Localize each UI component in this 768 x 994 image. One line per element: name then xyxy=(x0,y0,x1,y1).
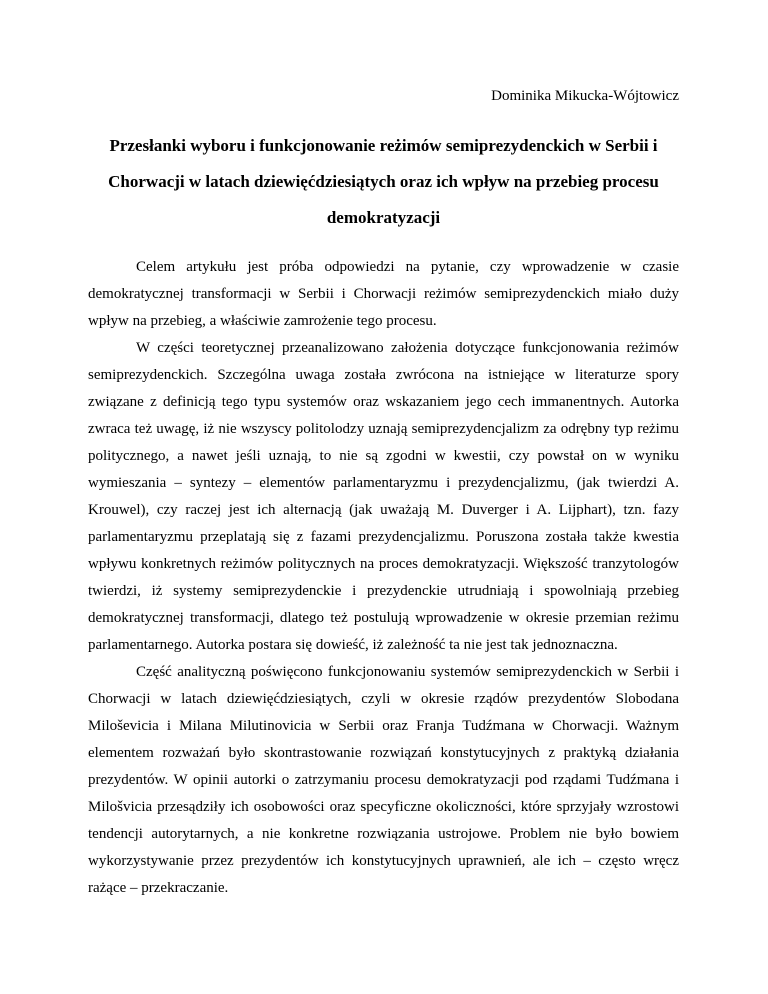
document-body xyxy=(88,254,679,902)
paragraph: Celem artykułu jest próba odpowiedzi na pytanie, czy wprowadzenie w czasie demokratycznej transformacji w Serbii i Chorwacji reżimów semiprezydenckich miało duży wpływ na przebieg, a właściwie zamrożenie tego procesu. xyxy=(88,259,679,329)
author-name: Dominika Mikucka-Wójtowicz xyxy=(491,88,679,104)
paragraph: Część analityczną poświęcono funkcjonowaniu systemów semiprezydenckich w Serbii i Chorwacji w latach dziewięćdziesiątych, czyli w okresie rządów prezydentów Slobodana Miloševicia i Milana Milutinovicia w Serbii oraz Franja Tudźmana w Chorwacji. Ważnym elementem rozważań było skontrastowanie rozwiązań konstytucyjnych z praktyką działania prezydentów. W opinii autorki o zatrzymaniu procesu demokratyzacji pod rządami Tudźmana i Milošvicia przesądziły ich osobowości oraz specyficzne okoliczności, które sprzyjały wzrostowi tendencji autorytarnych, a nie konkretne rozwiązania ustrojowe. Problem nie było bowiem wykorzystywanie przez prezydentów ich konstytucyjnych uprawnień, ale ich – często wręcz rażące – przekraczanie. xyxy=(88,664,679,896)
document-title: Przesłanki wyboru i funkcjonowanie reżimów semiprezydenckich w Serbii i Chorwacji w latach dziewięćdziesiątych oraz ich wpływ na przebieg procesu demokratyzacji xyxy=(108,136,659,227)
paragraph: W części teoretycznej przeanalizowano założenia dotyczące funkcjonowania reżimów semiprezydenckich. Szczególna uwaga została zwrócona na istniejące w literaturze spory związane z definicją tego typu systemów oraz wskazaniem jego cech immanentnych. Autorka zwraca też uwagę, iż nie wszyscy politolodzy uznają semiprezydencjalizm za odrębny typ reżimu politycznego, a nawet jeśli uznają, to nie są zgodni w kwestii, czy powstał on w wyniku wymieszania – syntezy – elementów parlamentaryzmu i prezydencjalizmu, (jak twierdzi A. Krouwel), czy raczej jest ich alternacją (jak uważają M. Duverger i A. Lijphart), tzn. fazy parlamentaryzmu przeplatają się z fazami prezydencjalizmu. Poruszona została także kwestia wpływu konkretnych reżimów politycznych na proces demokratyzacji. Większość tranzytologów twierdzi, iż systemy semiprezydenckie i prezydenckie utrudniają i spowolniają przebieg demokratycznej transformacji, dlatego też postulują wprowadzenie w okresie przemian reżimu parlamentarnego. Autorka postara się dowieść, iż zależność ta nie jest tak jednoznaczna. xyxy=(88,340,679,653)
